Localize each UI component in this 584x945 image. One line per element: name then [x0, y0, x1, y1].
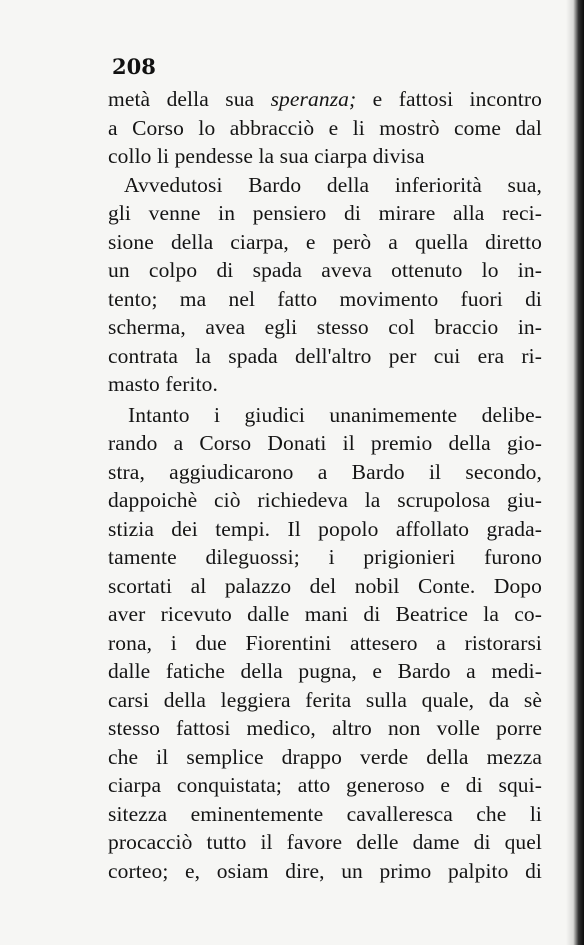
text-line: procacciò tutto il favore delle dame di quel	[108, 830, 542, 854]
body-text	[108, 85, 542, 885]
text-line: scortati al palazzo del nobil Conte. Dopo	[108, 573, 542, 598]
text-line: sitezza eminentemente cavalleresca che li	[108, 801, 542, 826]
text-line: rando a Corso Donati il premio della gio-	[108, 431, 542, 455]
page-edge-shadow	[566, 0, 584, 945]
text-line: dappoichè ciò richiedeva la scrupolosa giu-	[108, 488, 542, 512]
text-line: masto ferito.	[108, 372, 218, 396]
text-line: contrata la spada dell'altro per cui era ri-	[108, 343, 542, 368]
text-line: gli venne in pensiero di mirare alla reci-	[108, 201, 542, 225]
text-line: tento; ma nel fatto movimento fuori di	[108, 286, 542, 311]
page-number: 208	[112, 54, 156, 79]
italic-word: speranza;	[270, 87, 357, 111]
text-line: un colpo di spada aveva ottenuto lo in-	[108, 258, 542, 282]
text-line: dalle fatiche della pugna, e Bardo a medi-	[108, 659, 542, 683]
text-line: tamente dileguossi; i prigionieri furono	[108, 545, 542, 569]
text-line: sione della ciarpa, e però a quella diretto	[108, 229, 542, 254]
text-line: a Corso lo abbracciò e li mostrò come dal	[108, 115, 542, 140]
text-line: stizia dei tempi. Il popolo affollato grada-	[108, 516, 542, 541]
text-line: stra, aggiudicarono a Bardo il secondo,	[108, 459, 542, 484]
text-line: Avvedutosi Bardo della inferiorità sua,	[124, 172, 542, 197]
text-line: stesso fattosi medico, altro non volle porre	[108, 716, 542, 740]
text-line: aver ricevuto dalle mani di Beatrice la co-	[108, 602, 542, 626]
text-line: che il semplice drappo verde della mezza	[108, 744, 542, 769]
text-line: carsi della leggiera ferita sulla quale, da sè	[108, 687, 542, 712]
text-line: collo li pendesse la sua ciarpa divisa	[108, 144, 425, 168]
text-line: metà della sua speranza; e fattosi incontro	[108, 87, 542, 111]
text-line: Intanto i giudici unanimemente delibe-	[128, 402, 542, 427]
text-line: ciarpa conquistata; atto generoso e di squi-	[108, 773, 542, 797]
text-line: corteo; e, osiam dire, un primo palpito di	[108, 858, 542, 883]
text-line: scherma, avea egli stesso col braccio in-	[108, 315, 542, 339]
text-line: rona, i due Fiorentini attesero a ristorarsi	[108, 630, 542, 655]
